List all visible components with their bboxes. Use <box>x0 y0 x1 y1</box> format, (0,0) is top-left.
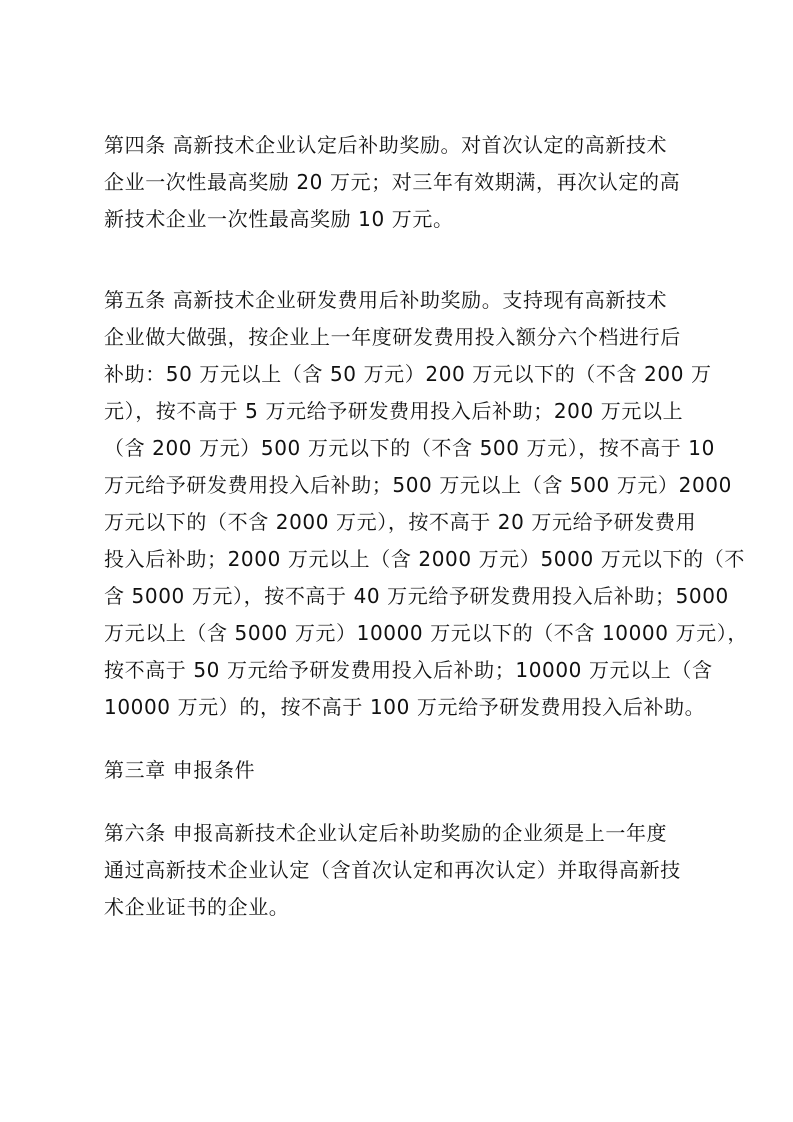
paragraph-line: 10000 万元）的，按不高于 100 万元给予研发费用投入后补助。 <box>104 695 706 719</box>
paragraph-line: 元），按不高于 5 万元给予研发费用投入后补助；200 万元以上 <box>104 399 684 423</box>
paragraph-line: 万元以上（含 5000 万元）10000 万元以下的（不含 10000 万元）， <box>104 621 748 645</box>
paragraph-line: 第六条 申报高新技术企业认定后补助奖励的企业须是上一年度 <box>104 821 668 845</box>
paragraph-line: （含 200 万元）500 万元以下的（不含 500 万元），按不高于 10 <box>104 436 715 460</box>
paragraph-line: 企业做大做强，按企业上一年度研发费用投入额分六个档进行后 <box>104 325 681 349</box>
paragraph-spacer <box>104 789 696 815</box>
paragraph-line: 新技术企业一次性最高奖励 10 万元。 <box>104 207 454 231</box>
paragraph-line: 按不高于 50 万元给予研发费用投入后补助；10000 万元以上（含 <box>104 658 713 682</box>
article-4-paragraph <box>104 127 696 238</box>
paragraph-spacer <box>104 726 696 752</box>
paragraph-line: 术企业证书的企业。 <box>104 895 290 919</box>
paragraph-line: 补助：50 万元以上（含 50 万元）200 万元以下的（不含 200 万 <box>104 362 712 386</box>
paragraph-line: 第五条 高新技术企业研发费用后补助奖励。支持现有高新技术 <box>104 288 668 312</box>
document-page <box>104 127 748 926</box>
paragraph-line: 含 5000 万元），按不高于 40 万元给予研发费用投入后补助；5000 <box>104 584 729 608</box>
paragraph-spacer <box>104 238 696 282</box>
paragraph-line: 企业一次性最高奖励 20 万元；对三年有效期满，再次认定的高 <box>104 170 681 194</box>
chapter-heading: 第三章 申报条件 <box>104 758 256 782</box>
article-5-paragraph <box>104 282 748 726</box>
paragraph-line: 第四条 高新技术企业认定后补助奖励。对首次认定的高新技术 <box>104 133 668 157</box>
paragraph-line: 投入后补助；2000 万元以上（含 2000 万元）5000 万元以下的（不 <box>104 547 745 571</box>
article-6-paragraph <box>104 815 696 926</box>
paragraph-line: 万元以下的（不含 2000 万元），按不高于 20 万元给予研发费用 <box>104 510 697 534</box>
paragraph-line: 通过高新技术企业认定（含首次认定和再次认定）并取得高新技 <box>104 858 681 882</box>
paragraph-line: 万元给予研发费用投入后补助；500 万元以上（含 500 万元）2000 <box>104 473 732 497</box>
